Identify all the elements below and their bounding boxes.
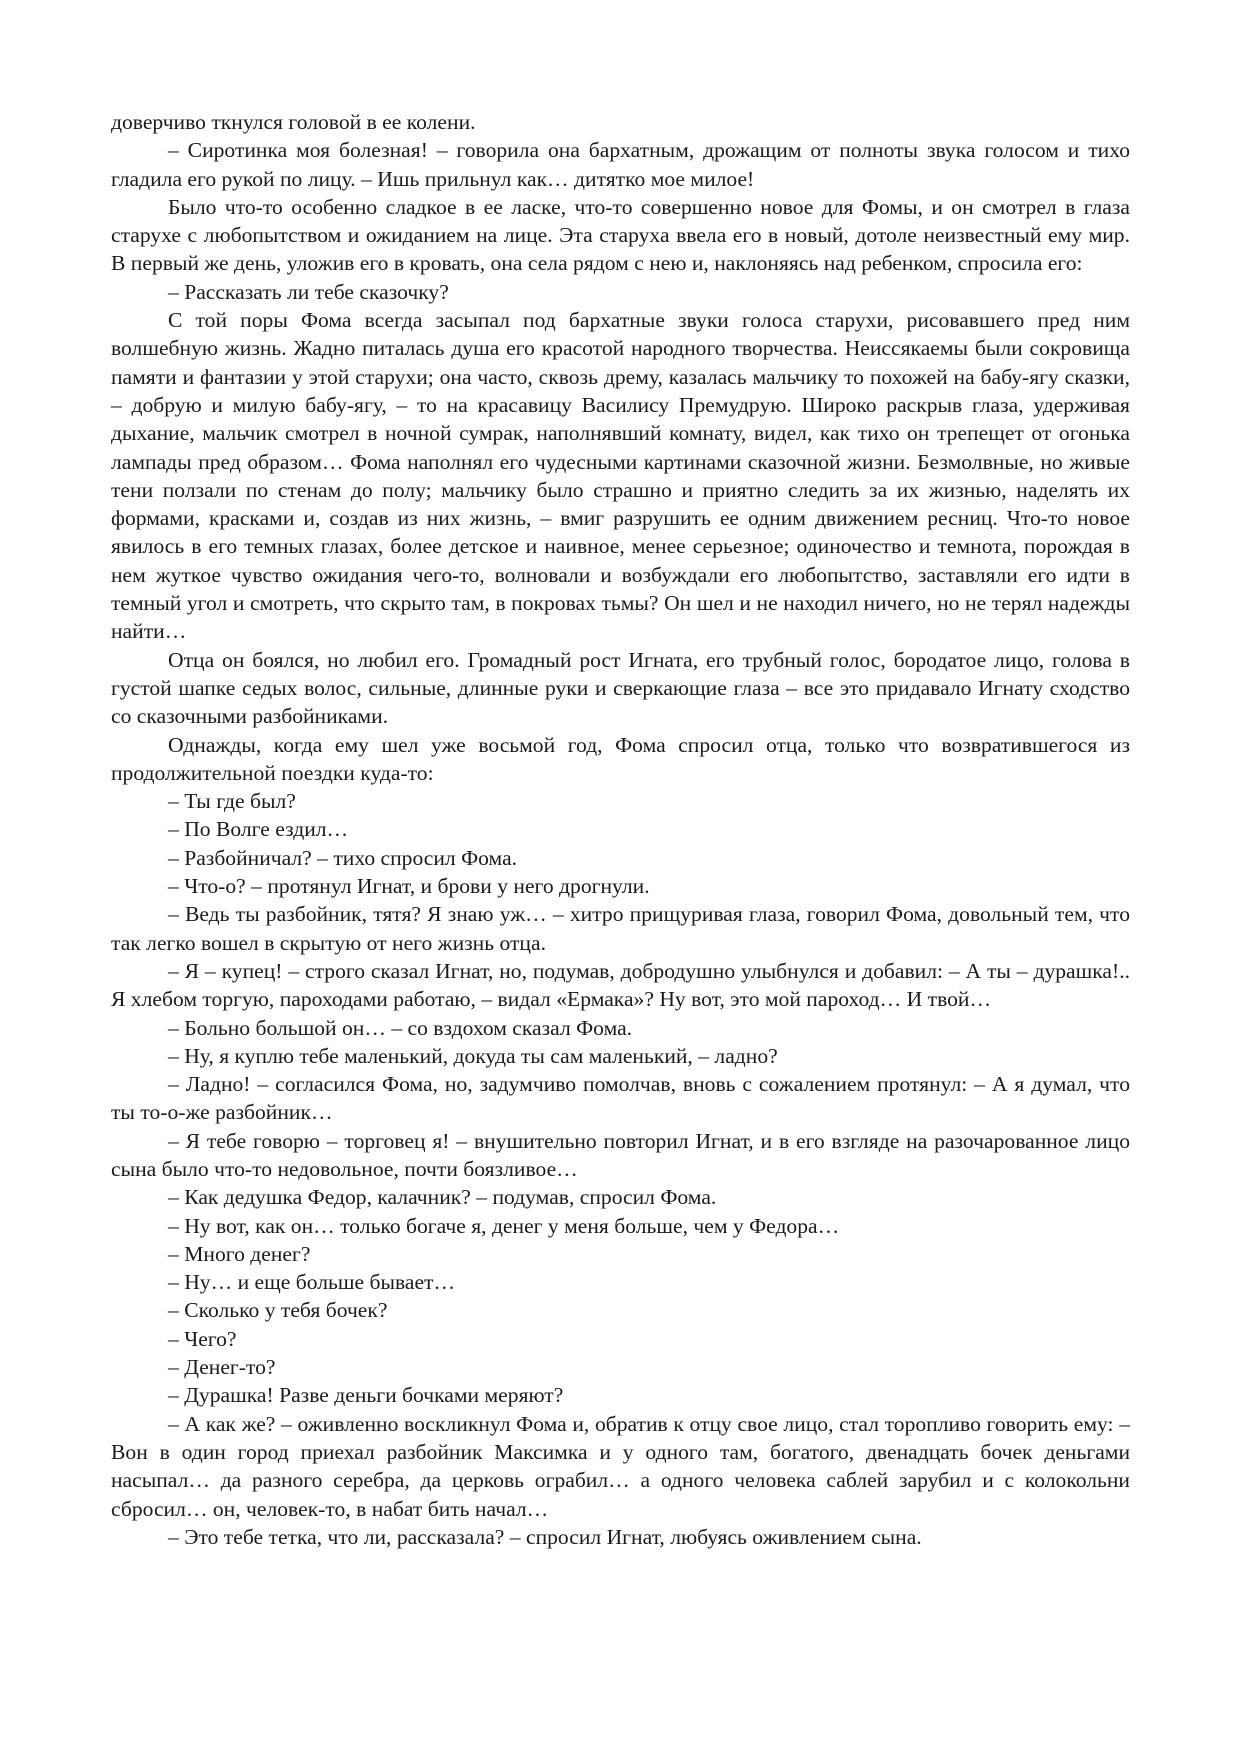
paragraph-narration: Отца он боялся, но любил его. Громадный рост Игната, его трубный голос, бородатое лицо, голова в густой шапке седых волос, сильные, длинные руки и сверкающие глаза – все это придавало Игнату сходство со сказочными разбойниками. (111, 647, 1130, 729)
paragraph-narration: Однажды, когда ему шел уже восьмой год, Фома спросил отца, только что возвратившегося из продолжительной поездки куда-то: (111, 732, 1130, 785)
document-page (111, 108, 1130, 1551)
paragraph-dialogue: – Сколько у тебя бочек? (168, 1298, 388, 1323)
paragraph-dialogue: – Ну вот, как он… только богаче я, денег у меня больше, чем у Федора… (168, 1213, 840, 1238)
paragraph-dialogue: – А как же? – оживленно воскликнул Фома и, обратив к отцу свое лицо, стал торопливо говорить ему: – Вон в один город приехал разбойник Максимка и у одного там, богатого, двенадцать бочек деньгами насыпал… да разного серебра, да церковь ограбил… а одного человека саблей зарубил и с колокольни сбросил… он, человек-то, в набат бить начал… (111, 1411, 1130, 1521)
paragraph-dialogue: – Разбойничал? – тихо спросил Фома. (168, 845, 518, 870)
paragraph-dialogue: – Это тебе тетка, что ли, рассказала? – спросил Игнат, любуясь оживлением сына. (168, 1524, 922, 1549)
paragraph-continuation: доверчиво ткнулся головой в ее колени. (111, 110, 476, 134)
paragraph-dialogue: – Денег-то? (168, 1355, 276, 1380)
paragraph-dialogue: – Ладно! – согласился Фома, но, задумчиво помолчав, вновь с сожалением протянул: – А я думал, что ты то-о-же разбойник… (111, 1072, 1130, 1125)
paragraph-dialogue: – Чего? (168, 1326, 237, 1351)
paragraph-dialogue: – Я тебе говорю – торговец я! – внушительно повторил Игнат, и в его взгляде на разочарованное лицо сына было что-то недовольное, почти боязливое… (111, 1128, 1130, 1181)
paragraph-dialogue: – Ведь ты разбойник, тятя? Я знаю уж… – хитро прищуривая глаза, говорил Фома, довольный тем, что так легко вошел в скрытую от него жизнь отца. (111, 902, 1130, 955)
paragraph-dialogue: – Рассказать ли тебе сказочку? (168, 279, 449, 304)
paragraph-dialogue: – Больно большой он… – со вздохом сказал Фома. (168, 1015, 633, 1040)
paragraph-dialogue: – Что-о? – протянул Игнат, и брови у него дрогнули. (168, 874, 650, 899)
paragraph-dialogue: – Много денег? (168, 1241, 311, 1266)
paragraph-dialogue: – Я – купец! – строго сказал Игнат, но, подумав, добродушно улыбнулся и добавил: – А ты – дурашка!.. Я хлебом торгую, пароходами работаю, – видал «Ермака»? Ну вот, это мой пароход… И твой… (111, 958, 1130, 1012)
paragraph-dialogue: – Как дедушка Федор, калачник? – подумав, спросил Фома. (168, 1185, 717, 1210)
paragraph-dialogue: – По Волге ездил… (168, 817, 349, 842)
paragraph-dialogue: – Ну… и еще больше бывает… (168, 1270, 456, 1295)
paragraph-dialogue: – Ну, я куплю тебе маленький, докуда ты сам маленький, – ладно? (168, 1043, 778, 1068)
paragraph-dialogue: – Сиротинка моя болезная! – говорила она бархатным, дрожащим от полноты звука голосом и тихо гладила его рукой по лицу. – Ишь прильнул как… дитятко мое милое! (111, 138, 1130, 191)
paragraph-narration: Было что-то особенно сладкое в ее ласке, что-то совершенно новое для Фомы, и он смотрел в глаза старухе с любопытством и ожиданием на лице. Эта старуха ввела его в новый, дотоле неизвестный ему мир. В первый же день, уложив его в кровать, она села рядом с нею и, наклоняясь над ребенком, спросила его: (111, 194, 1130, 276)
paragraph-narration: С той поры Фома всегда засыпал под бархатные звуки голоса старухи, рисовавшего пред ним волшебную жизнь. Жадно питалась душа его красотой народного творчества. Неиссякаемы были сокровища памяти и фантазии у этой старухи; она часто, сквозь дрему, казалась мальчику то похожей на бабу-ягу сказки, – добрую и милую бабу-ягу, – то на красавицу Василису Премудрую. Широко раскрыв глаза, удерживая дыхание, мальчик смотрел в ночной сумрак, наполнявший комнату, видел, как тихо он трепещет от огонька лампады пред образом… Фома наполнял его чудесными картинами сказочной жизни. Безмолвные, но живые тени ползали по стенам до полу; мальчику было страшно и приятно следить за их жизнью, наделять их формами, красками и, создав из них жизнь, – вмиг разрушить ее одним движением ресниц. Что-то новое явилось в его темных глазах, более детское и наивное, менее серьезное; одиночество и темнота, порождая в нем жуткое чувство ожидания чего-то, волновали и возбуждали его любопытство, заставляли его идти в темный угол и смотреть, что скрыто там, в покровах тьмы? Он шел и не находил ничего, но не терял надежды найти… (111, 308, 1130, 644)
paragraph-dialogue: – Ты где был? (168, 789, 296, 814)
paragraph-dialogue: – Дурашка! Разве деньги бочками меряют? (168, 1383, 564, 1408)
